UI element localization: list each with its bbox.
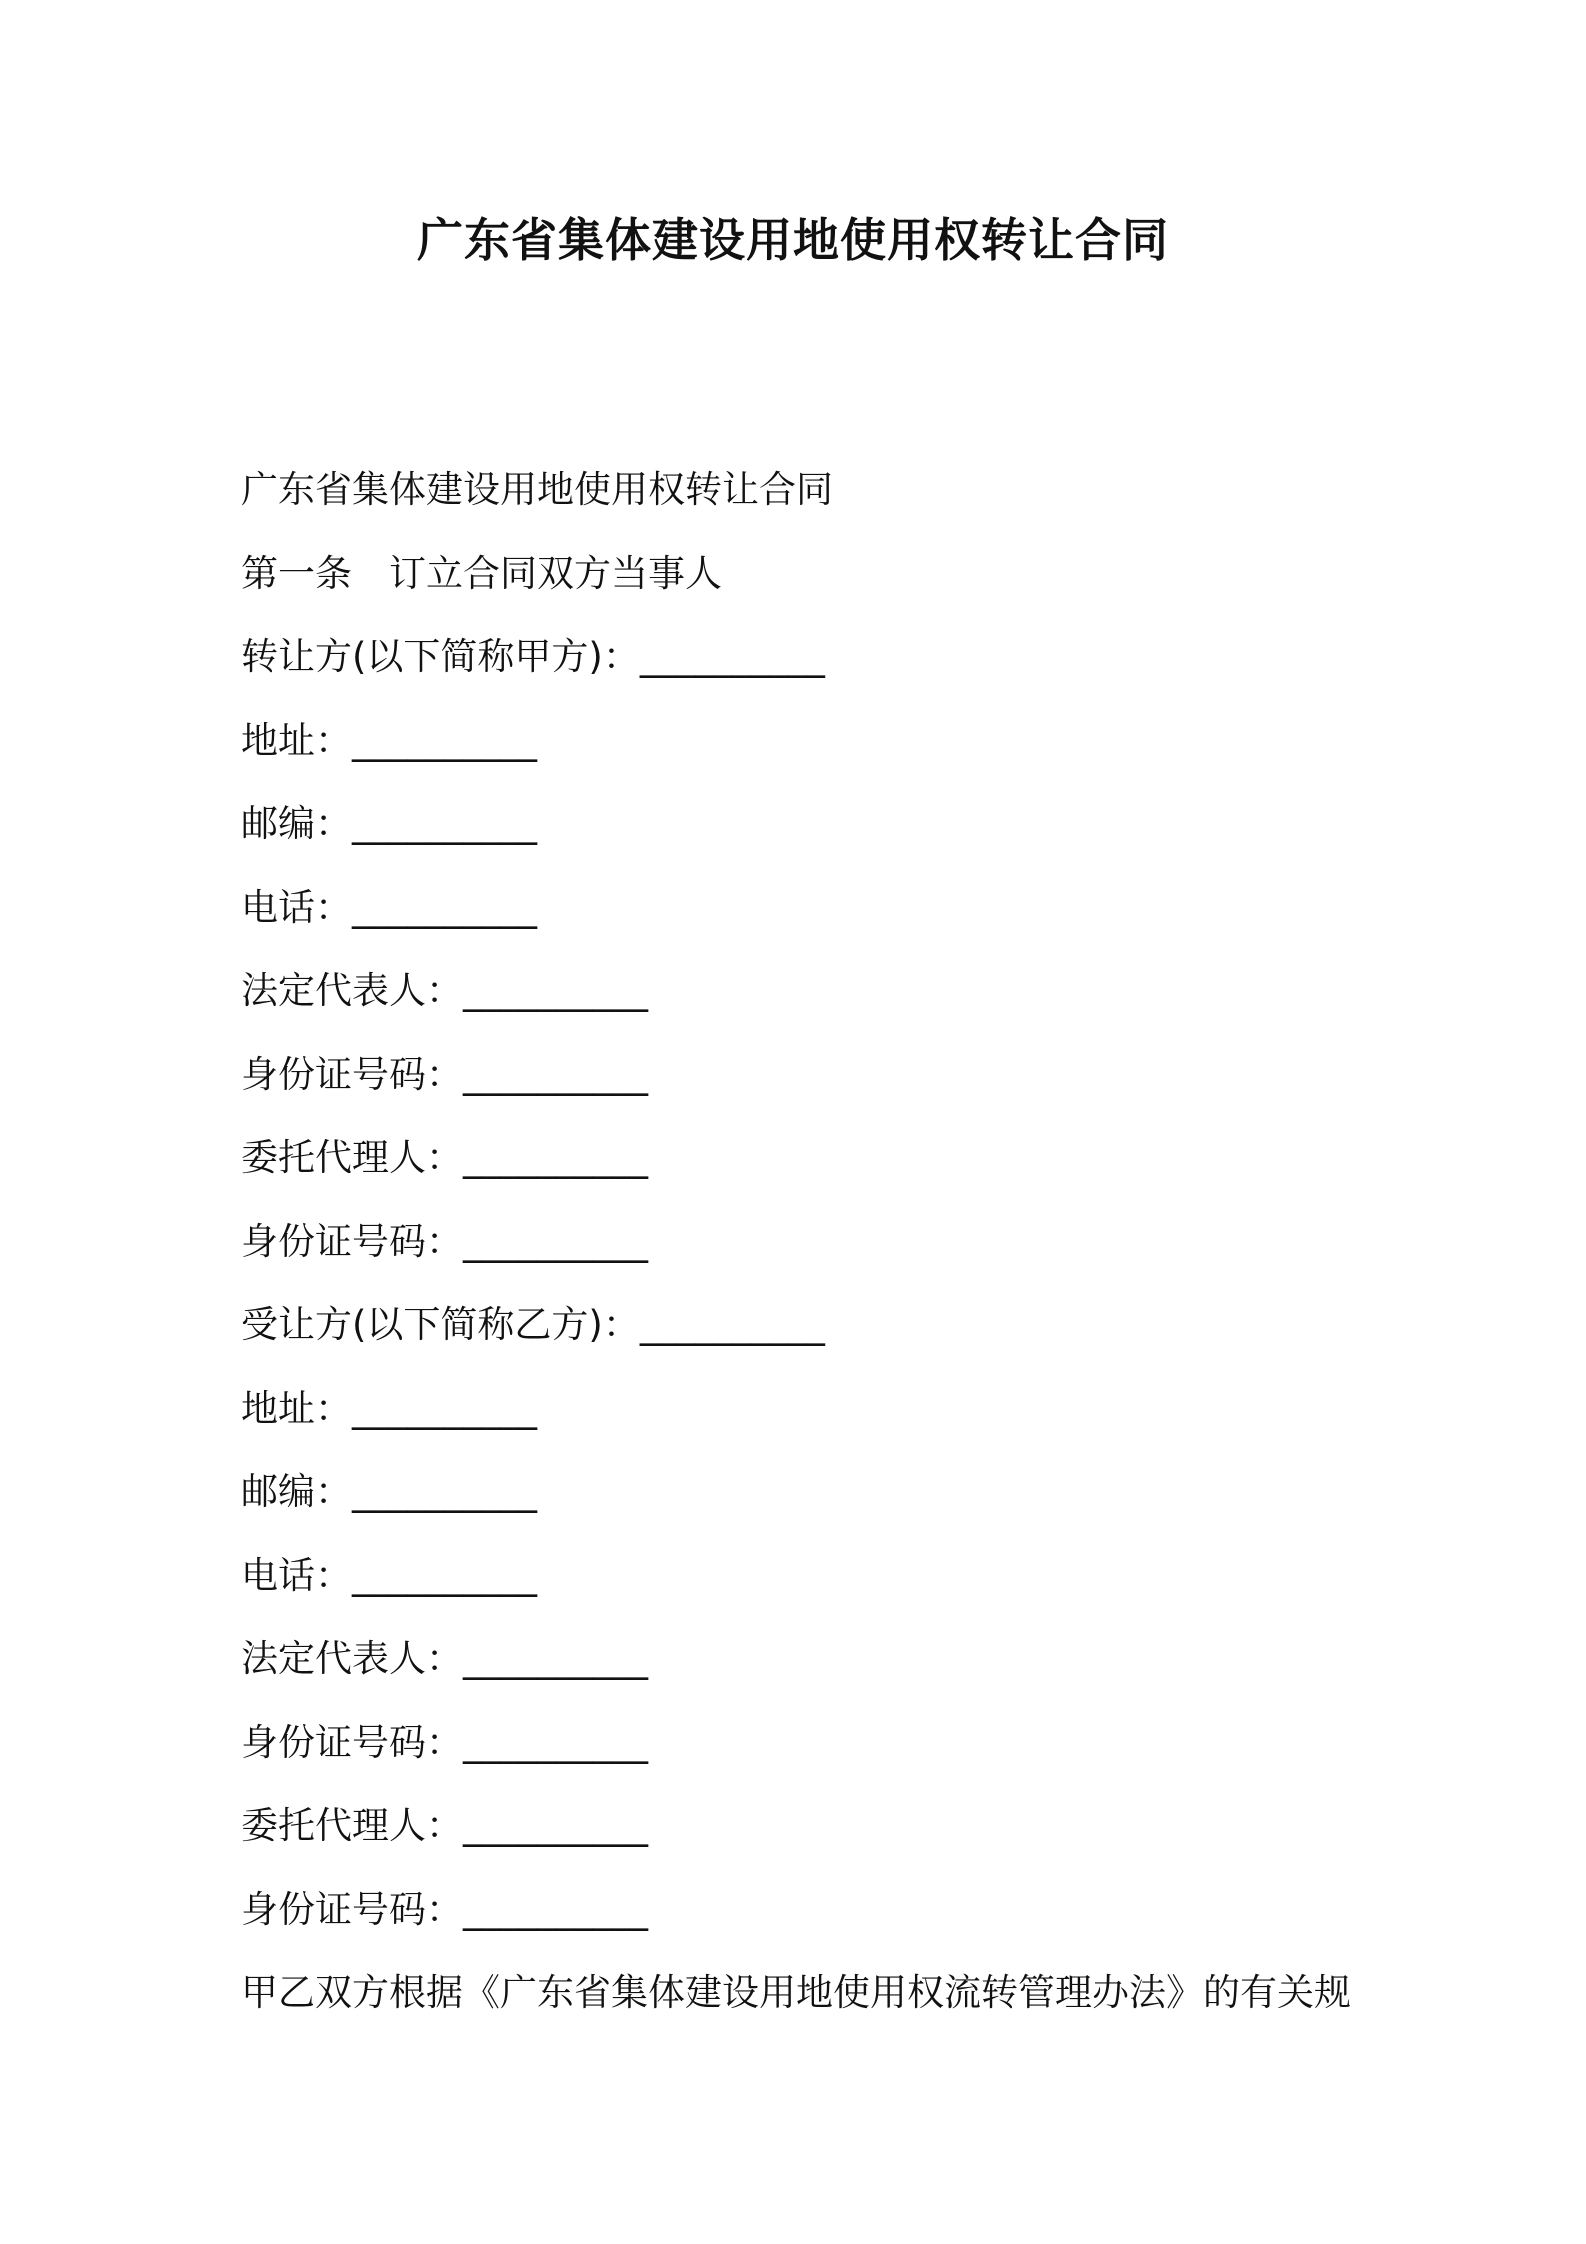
party-a-id-number-field: 身份证号码：__________ [241, 1052, 648, 1096]
party-b-legal-rep-field: 法定代表人：__________ [241, 1637, 648, 1680]
party-b-agent-id-field: 身份证号码：__________ [241, 1887, 648, 1931]
party-b-address-field: 地址：__________ [241, 1386, 537, 1430]
document-body [241, 448, 1391, 2035]
party-b-postcode-field: 邮编：__________ [241, 1470, 537, 1513]
party-a-address-field: 地址：__________ [241, 718, 537, 762]
document-title: 广东省集体建设用地使用权转让合同 [417, 213, 1169, 267]
party-a-name-field: 转让方(以下简称甲方)：__________ [241, 635, 825, 678]
preamble-paragraph: 甲乙双方根据《广东省集体建设用地使用权流转管理办法》的有关规 [241, 1971, 1351, 2014]
party-a-legal-rep-field: 法定代表人：__________ [241, 969, 648, 1012]
party-a-phone-field: 电话：__________ [241, 885, 537, 929]
body-heading: 广东省集体建设用地使用权转让合同 [241, 468, 833, 511]
party-b-agent-field: 委托代理人：__________ [241, 1804, 648, 1847]
party-b-name-field: 受让方(以下简称乙方)：__________ [241, 1303, 825, 1346]
party-a-agent-id-field: 身份证号码：__________ [241, 1219, 648, 1263]
party-b-phone-field: 电话：__________ [241, 1553, 537, 1597]
party-a-postcode-field: 邮编：__________ [241, 802, 537, 845]
party-b-id-number-field: 身份证号码：__________ [241, 1720, 648, 1764]
article-heading: 第一条 订立合同双方当事人 [241, 551, 722, 595]
party-a-agent-field: 委托代理人：__________ [241, 1136, 648, 1179]
